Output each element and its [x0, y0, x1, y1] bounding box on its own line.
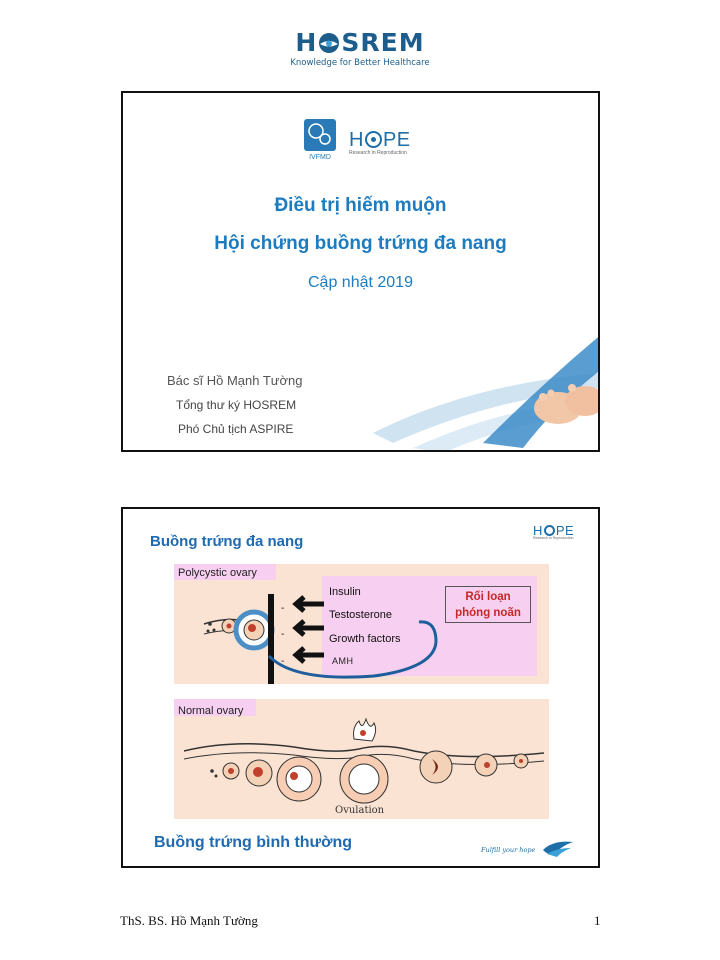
svg-text:-: - — [281, 656, 285, 667]
svg-text:-: - — [281, 629, 285, 640]
callout-line2: phóng noãn — [455, 607, 521, 619]
fulfill-tagline: Fulfill your hope — [481, 846, 536, 854]
callout-line1: Rối loạn — [465, 591, 511, 603]
hosrem-tagline: Knowledge for Better Healthcare — [290, 58, 430, 68]
factor-amh: AMH — [332, 656, 354, 666]
slide-title-line1: Điều trị hiếm muộn — [274, 195, 447, 216]
hosrem-globe-icon — [318, 32, 340, 54]
factor-growth-factors: Growth factors — [329, 633, 401, 645]
hope-letter-h: H — [533, 523, 543, 538]
hope-logo — [349, 129, 411, 156]
ivfmd-logo-icon — [303, 118, 337, 160]
slide-heading: Buồng trứng đa nang — [150, 533, 304, 550]
slide-title-line2: Hội chứng buồng trứng đa nang — [214, 233, 507, 254]
hope-eye-icon — [365, 131, 382, 148]
factor-testosterone: Testosterone — [329, 609, 392, 621]
hope-subtitle: Research in Reproduction — [533, 536, 574, 540]
slide-title — [121, 91, 600, 452]
polycystic-ovary-illustration — [174, 564, 549, 684]
label-normal-ovary: Normal ovary — [178, 705, 244, 717]
footer-author: ThS. BS. Hồ Mạnh Tường — [120, 913, 258, 928]
label-ovulation: Ovulation — [335, 805, 385, 816]
slide-pcos-diagram — [121, 507, 600, 868]
wave-logo-icon — [541, 838, 575, 858]
ovulation-disorder-callout — [445, 586, 531, 623]
slide-subtitle: Cập nhật 2019 — [308, 274, 413, 291]
hope-subtitle: Research in Reproduction — [349, 150, 407, 156]
page-number: 1 — [594, 913, 601, 928]
hope-eye-icon — [544, 525, 555, 536]
label-polycystic-ovary: Polycystic ovary — [178, 567, 257, 579]
hosrem-letters-rest: SREM — [341, 28, 425, 57]
author-role-2: Phó Chủ tịch ASPIRE — [178, 422, 294, 436]
baby-feet-swoosh-graphic — [353, 273, 600, 452]
hosrem-wordmark — [295, 28, 424, 57]
bottom-caption: Buồng trứng bình thường — [154, 834, 353, 851]
hosrem-letter-h: H — [295, 28, 318, 57]
hosrem-logo — [0, 28, 720, 68]
hope-letters-rest: PE — [555, 523, 575, 538]
ivfmd-label: IVFMD — [309, 154, 331, 160]
svg-text:-: - — [281, 603, 285, 614]
hope-letters-rest: PE — [382, 129, 411, 151]
author-name: Bác sĩ Hồ Mạnh Tường — [167, 373, 303, 388]
hope-logo-small — [533, 523, 574, 540]
hope-letter-h: H — [349, 129, 364, 151]
normal-ovary-illustration — [174, 699, 549, 819]
author-role-1: Tổng thư ký HOSREM — [176, 398, 297, 412]
factor-insulin: Insulin — [329, 586, 361, 598]
